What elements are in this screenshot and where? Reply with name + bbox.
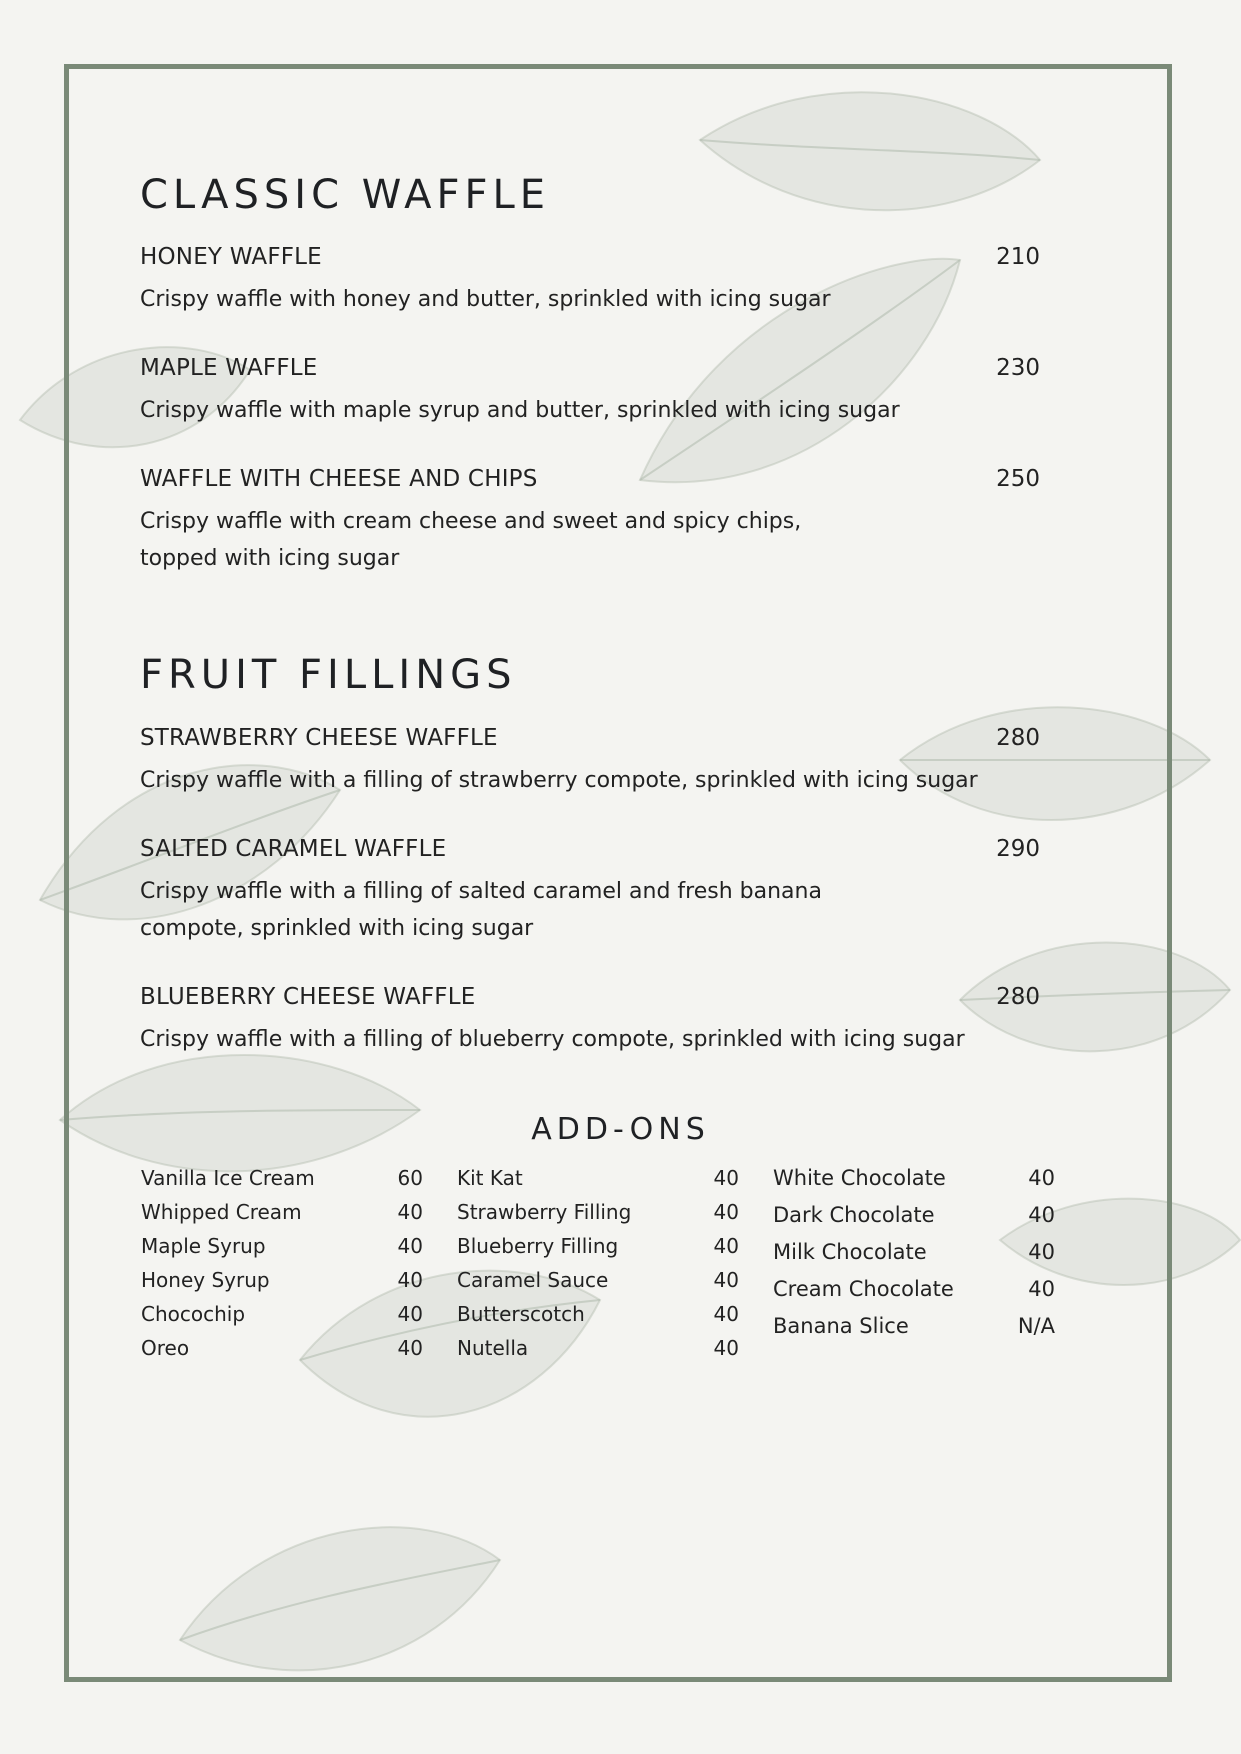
addon-price: 40 — [397, 1268, 423, 1292]
addon-row — [457, 1234, 739, 1268]
addon-name: Cream Chocolate — [773, 1277, 954, 1301]
addons-title: ADD-ONS — [531, 1112, 710, 1147]
addon-price: 40 — [397, 1336, 423, 1360]
addon-row — [141, 1268, 423, 1302]
menu-item-name: HONEY WAFFLE — [140, 244, 322, 270]
addon-price: 40 — [713, 1336, 739, 1360]
addon-row — [457, 1268, 739, 1302]
addons-column-3 — [773, 1166, 1055, 1351]
addon-name: Vanilla Ice Cream — [141, 1166, 315, 1190]
addons-column-1 — [141, 1166, 423, 1370]
addon-name: Honey Syrup — [141, 1268, 270, 1292]
addon-price: 40 — [397, 1200, 423, 1224]
menu-item-description: Crispy waffle with a filling of salted caramel and fresh banana compote, sprinkled with icing sugar — [140, 879, 822, 941]
addon-row — [773, 1203, 1055, 1240]
menu-item-name: MAPLE WAFFLE — [140, 355, 318, 381]
addon-row — [141, 1166, 423, 1200]
menu-item-name: SALTED CARAMEL WAFFLE — [140, 836, 447, 862]
section-title-classic-waffle: CLASSIC WAFFLE — [140, 172, 551, 218]
section-title-fruit-fillings: FRUIT FILLINGS — [140, 652, 517, 698]
menu-item-description: Crispy waffle with cream cheese and sweet and spicy chips, topped with icing sugar — [140, 509, 802, 571]
menu-item-price: 280 — [996, 984, 1040, 1010]
addon-price: 40 — [397, 1234, 423, 1258]
addon-price: 40 — [1028, 1277, 1055, 1301]
addon-row — [141, 1302, 423, 1336]
menu-item-description: Crispy waffle with a filling of blueberry compote, sprinkled with icing sugar — [140, 1027, 965, 1052]
menu-item-name: BLUEBERRY CHEESE WAFFLE — [140, 984, 476, 1010]
addon-row — [141, 1200, 423, 1234]
addon-price: 40 — [713, 1302, 739, 1326]
menu-item-name: STRAWBERRY CHEESE WAFFLE — [140, 725, 498, 751]
addon-row — [773, 1240, 1055, 1277]
addon-name: Oreo — [141, 1336, 190, 1360]
addon-price: 40 — [1028, 1166, 1055, 1190]
addon-row — [773, 1277, 1055, 1314]
addon-price: 40 — [713, 1234, 739, 1258]
addon-name: Nutella — [457, 1336, 529, 1360]
addon-name: Dark Chocolate — [773, 1203, 935, 1227]
addon-name: Strawberry Filling — [457, 1200, 632, 1224]
addon-name: Maple Syrup — [141, 1234, 266, 1258]
menu-item-description: Crispy waffle with a filling of strawberry compote, sprinkled with icing sugar — [140, 768, 978, 793]
addon-row — [457, 1336, 739, 1370]
menu-item-price: 250 — [996, 466, 1040, 492]
addon-row — [773, 1166, 1055, 1203]
addon-price: 60 — [397, 1166, 423, 1190]
addon-row — [141, 1336, 423, 1370]
addon-price: 40 — [397, 1302, 423, 1326]
addon-row — [773, 1314, 1055, 1351]
menu-item-price: 210 — [996, 244, 1040, 270]
addon-price: 40 — [713, 1166, 739, 1190]
addon-price: 40 — [713, 1268, 739, 1292]
addon-row — [457, 1200, 739, 1234]
addons-column-2 — [457, 1166, 739, 1370]
addon-price: 40 — [1028, 1240, 1055, 1264]
addon-name: Banana Slice — [773, 1314, 909, 1338]
menu-item-description: Crispy waffle with honey and butter, sprinkled with icing sugar — [140, 287, 831, 312]
addon-price: 40 — [713, 1200, 739, 1224]
addon-name: Blueberry Filling — [457, 1234, 619, 1258]
addon-row — [457, 1302, 739, 1336]
menu-item-price: 280 — [996, 725, 1040, 751]
addon-price: N/A — [1017, 1314, 1055, 1338]
addon-name: Butterscotch — [457, 1302, 585, 1326]
menu-item-price: 230 — [996, 355, 1040, 381]
menu-item-name: WAFFLE WITH CHEESE AND CHIPS — [140, 466, 538, 492]
addon-row — [141, 1234, 423, 1268]
addon-name: Kit Kat — [457, 1166, 523, 1190]
addon-name: Whipped Cream — [141, 1200, 302, 1224]
menu-item-price: 290 — [996, 836, 1040, 862]
menu-item-description: Crispy waffle with maple syrup and butter, sprinkled with icing sugar — [140, 398, 900, 423]
addon-name: Milk Chocolate — [773, 1240, 927, 1264]
addon-price: 40 — [1028, 1203, 1055, 1227]
addon-row — [457, 1166, 739, 1200]
addon-name: Caramel Sauce — [457, 1268, 609, 1292]
addon-name: White Chocolate — [773, 1166, 946, 1190]
addon-name: Chocochip — [141, 1302, 246, 1326]
